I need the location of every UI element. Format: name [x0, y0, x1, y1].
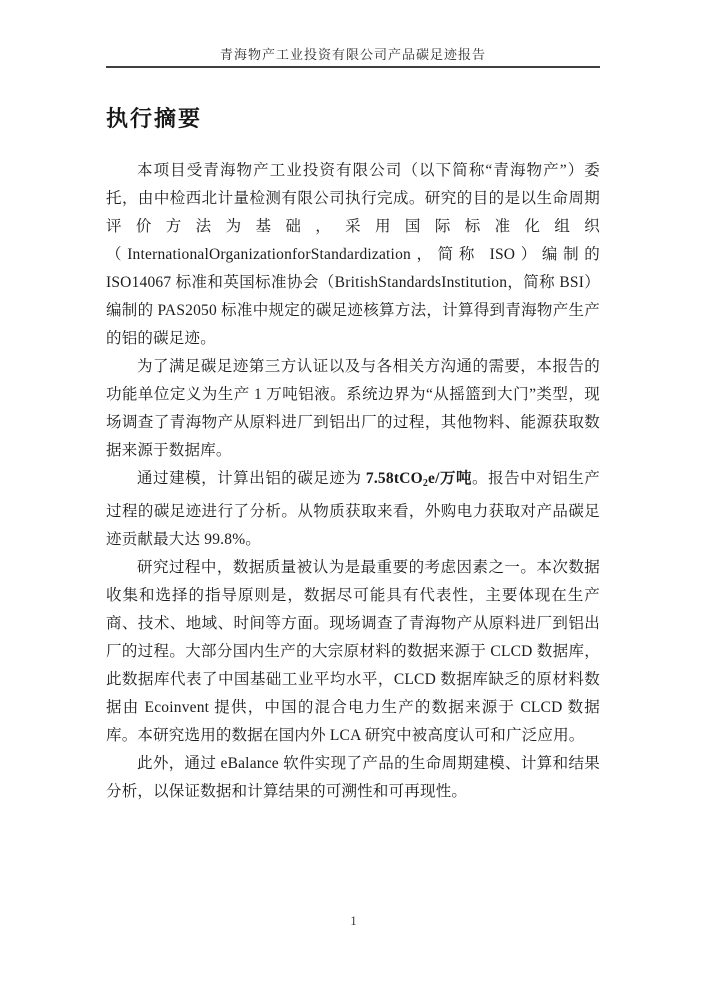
page-content	[106, 106, 600, 806]
paragraph-project-intro: 本项目受青海物产工业投资有限公司（以下简称“青海物产”）委托，由中检西北计量检测有限公司执行完成。研究的目的是以生命周期评价方法为基础，采用国际标准化组织（InternationalOrganizationforStandardization，简称 ISO）编制的 ISO14067 标准和英国标准协会（BritishStandardsInstitution，简称 BSI）编制的 PAS2050 标准中规定的碳足迹核算方法，计算得到青海物产生产的铝的碳足迹。	[106, 162, 600, 347]
paragraph-functional-unit: 为了满足碳足迹第三方认证以及与各相关方沟通的需要，本报告的功能单位定义为生产 1 万吨铝液。系统边界为“从摇篮到大门”类型，现场调查了青海物产从原料进厂到铝出厂的过程，其他物料、能源获取数据来源于数据库。	[106, 358, 600, 459]
carbon-footprint-value-main: 7.58tCO	[365, 470, 423, 487]
page-number: 1	[350, 914, 357, 928]
carbon-footprint-value-subscript: 2	[422, 478, 429, 489]
page-footer	[0, 914, 707, 929]
paragraph-result-suffix: 。报告中对铝生产过程的碳足迹进行了分析。从物质获取来看，外购电力获取对产品碳足迹贡献最大达 99.8%。	[106, 470, 600, 548]
carbon-footprint-value-unit: e/万吨	[428, 470, 473, 487]
section-title: 执行摘要	[106, 106, 203, 131]
paragraph-result	[106, 465, 600, 554]
header-divider	[106, 66, 600, 68]
running-header-title: 青海物产工业投资有限公司产品碳足迹报告	[219, 47, 486, 62]
carbon-footprint-value	[366, 470, 472, 487]
paragraph-result-prefix: 通过建模，计算出铝的碳足迹为	[137, 470, 366, 487]
paragraph-data-quality: 研究过程中，数据质量被认为是最重要的考虑因素之一。本次数据收集和选择的指导原则是，数据尽可能具有代表性，主要体现在生产商、技术、地域、时间等方面。现场调查了青海物产从原料进厂到铝出厂的过程。大部分国内生产的大宗原材料的数据来源于 CLCD 数据库，此数据库代表了中国基础工业平均水平，CLCD 数据库缺乏的原材料数据由 Ecoinvent 提供，中国的混合电力生产的数据来源于 CLCD 数据库。本研究选用的数据在国内外 LCA 研究中被高度认可和广泛应用。	[106, 559, 600, 744]
paragraph-software: 此外，通过 eBalance 软件实现了产品的生命周期建模、计算和结果分析，以保证数据和计算结果的可溯性和可再现性。	[106, 755, 600, 800]
page-header	[106, 0, 600, 68]
